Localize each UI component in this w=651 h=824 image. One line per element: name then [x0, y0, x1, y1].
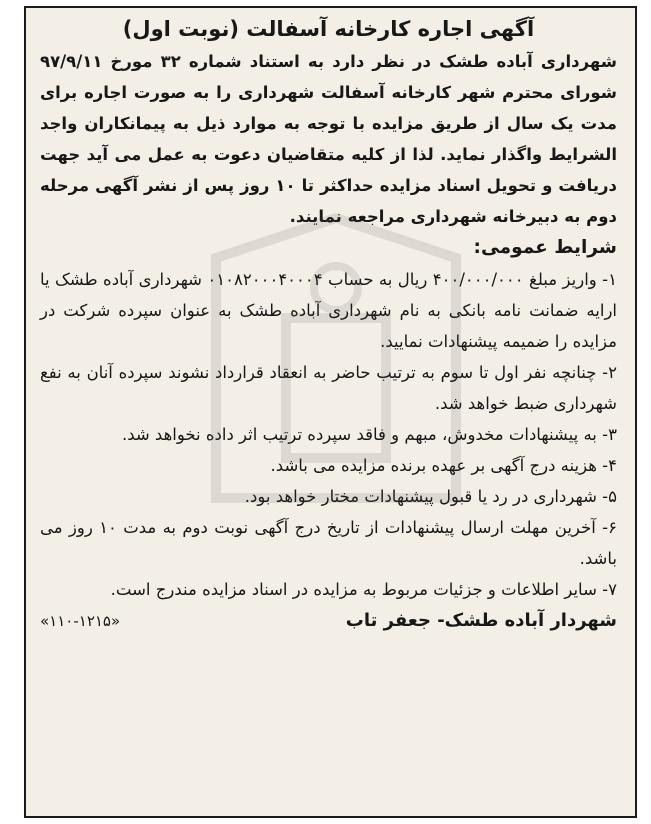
conditions-heading: شرایط عمومی: — [473, 237, 617, 258]
condition-item-3 — [40, 419, 617, 450]
condition-text: شهرداری در رد یا قبول پیشنهادات مختار خواهد بود. — [244, 487, 597, 506]
notice-clipping — [24, 6, 637, 818]
condition-number: ۶- — [602, 518, 617, 537]
condition-item-6 — [40, 512, 617, 574]
condition-item-7 — [40, 574, 617, 605]
condition-number: ۱- — [602, 270, 617, 289]
condition-text: به پیشنهادات مخدوش، مبهم و فاقد سپرده ترتیب اثر داده نخواهد شد. — [121, 425, 597, 444]
condition-number: ۷- — [602, 580, 617, 599]
condition-text: واریز مبلغ ۴۰۰/۰۰۰/۰۰۰ ریال به حساب ۰۱۰۸۲۰۰۰۴۰۰۰۴ شهرداری آباده طشک یا ارایه ضمانت نامه بانکی به نام شهرداری آباده طشک به عنوان سپرده شرکت در مزایده را ضمیمه پیشنهادات نمایید. — [40, 270, 617, 351]
notice-code: «۱۱۰-۱۲۱۵» — [40, 612, 121, 630]
condition-number: ۳- — [602, 425, 617, 444]
condition-number: ۵- — [602, 487, 617, 506]
condition-item-4 — [40, 450, 617, 481]
condition-text: هزینه درج آگهی بر عهده برنده مزایده می باشد. — [270, 456, 597, 475]
condition-number: ۲- — [602, 363, 617, 382]
condition-text: سایر اطلاعات و جزئیات مربوط به مزایده در اسناد مزایده مندرج است. — [110, 580, 597, 599]
condition-item-2 — [40, 357, 617, 419]
notice-intro: شهرداری آباده طشک در نظر دارد به استناد شماره ۳۲ مورخ ۹۷/۹/۱۱ شورای محترم شهر کارخانه آسفالت شهرداری را به صورت اجاره برای مدت یک سال از طریق مزایده با توجه به موارد ذیل به پیمانکاران واجد الشرایط واگذار نماید. لذا از کلیه متقاضیان دعوت به عمل می آید جهت دریافت و تحویل اسناد مزایده حداکثر تا ۱۰ روز پس از نشر آگهی مرحله دوم به دبیرخانه شهرداری مراجعه نمایند. — [40, 52, 617, 226]
condition-item-1 — [40, 264, 617, 357]
conditions-list — [40, 264, 617, 605]
signature-line: شهردار آباده طشک- جعفر تاب — [345, 610, 617, 631]
notice-title: آگهی اجاره کارخانه آسفالت (نوبت اول) — [122, 17, 535, 41]
condition-item-5 — [40, 481, 617, 512]
condition-number: ۴- — [602, 456, 617, 475]
condition-text: چنانچه نفر اول تا سوم به ترتیب حاضر به انعقاد قرارداد نشوند سپرده آنان به نفع شهرداری ضبط خواهد شد. — [40, 363, 617, 413]
notice-footer — [40, 605, 617, 637]
condition-text: آخرین مهلت ارسال پیشنهادات از تاریخ درج آگهی نوبت دوم به مدت ۱۰ روز می باشد. — [40, 518, 617, 568]
